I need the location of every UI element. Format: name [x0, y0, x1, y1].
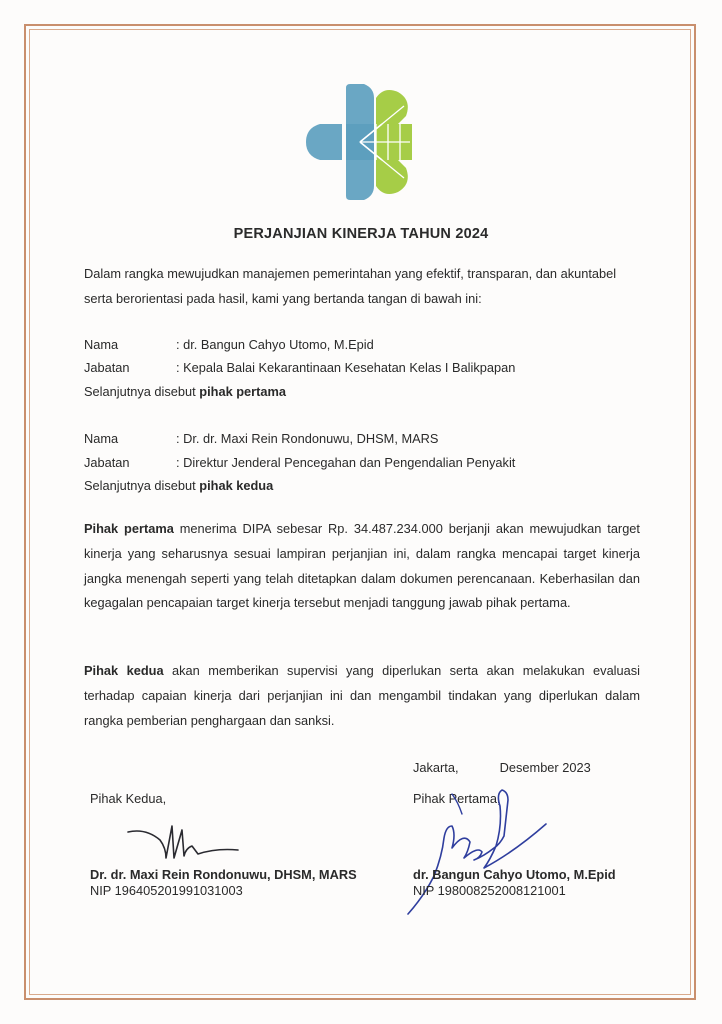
sig-left-role: Pihak Kedua, [90, 791, 167, 806]
party1-disebut-bold: pihak pertama [199, 384, 287, 399]
party2-nama-label: Nama [84, 431, 119, 446]
para1-text: menerima DIPA sebesar Rp. 34.487.234.000 berjanji akan mewujudkan target kinerja yang seharusnya sesuai lampiran perjanjian ini, dalam rangka mencapai target kinerja jangka menengah seperti yang telah ditetapkan dalam dokumen perencanaan. Keberhasilan dan kegagalan pencapaian target kinerja tersebut menjadi tanggung jawab pihak pertama. [84, 521, 640, 611]
party1-nama-label: Nama [84, 337, 119, 352]
para1-lead: Pihak pertama [84, 521, 174, 536]
party2-jabatan-label: Jabatan [84, 455, 130, 470]
party2-jabatan-value: : Direktur Jenderal Pencegahan dan Pengendalian Penyakit [176, 455, 516, 470]
intro-paragraph: Dalam rangka mewujudkan manajemen pemerintahan yang efektif, transparan, dan akuntabel serta berorientasi pada hasil, kami yang bertanda tangan di bawah ini: [84, 266, 617, 306]
party1-nama-row [84, 335, 374, 355]
party1-disebut-row [84, 382, 286, 402]
para2-text: akan memberikan supervisi yang diperlukan serta akan melakukan evaluasi terhadap capaian kinerja dari perjanjian ini dan mengambil tindakan yang diperlukan dalam rangka pemberian penghargaan dan sanksi. [84, 663, 641, 728]
para2-lead: Pihak kedua [84, 663, 164, 678]
sig-left-name: Dr. dr. Maxi Rein Rondonuwu, DHSM, MARS [90, 867, 357, 882]
signature-right-icon [404, 786, 550, 918]
date: Desember 2023 [499, 760, 591, 775]
party1-disebut-prefix: Selanjutnya disebut [84, 384, 200, 399]
party2-disebut-bold: pihak kedua [199, 478, 274, 493]
party2-nama-value: : Dr. dr. Maxi Rein Rondonuwu, DHSM, MARS [176, 431, 439, 446]
party2-jabatan-row [84, 453, 515, 473]
agreement-paragraph-2 [84, 659, 640, 733]
signature-left-icon [126, 818, 240, 866]
party1-jabatan-value: : Kepala Balai Kekarantinaan Kesehatan Kelas I Balikpapan [176, 360, 516, 375]
party2-nama-row [84, 429, 438, 449]
agreement-paragraph-1 [84, 517, 640, 616]
sig-right-nip: NIP 198008252008121001 [413, 883, 566, 898]
sig-right-name: dr. Bangun Cahyo Utomo, M.Epid [413, 867, 616, 882]
sig-left-nip: NIP 196405201991031003 [90, 883, 243, 898]
place: Jakarta, [413, 760, 459, 775]
party1-nama-value: : dr. Bangun Cahyo Utomo, M.Epid [176, 337, 374, 352]
place-date-line [413, 760, 591, 775]
kemenkes-logo-icon [306, 84, 414, 200]
party1-jabatan-row [84, 358, 515, 378]
sig-right-role: Pihak Pertama, [413, 791, 501, 806]
party1-jabatan-label: Jabatan [84, 360, 130, 375]
party2-disebut-prefix: Selanjutnya disebut [84, 478, 200, 493]
party2-disebut-row [84, 476, 273, 496]
document-title: PERJANJIAN KINERJA TAHUN 2024 [233, 226, 489, 242]
